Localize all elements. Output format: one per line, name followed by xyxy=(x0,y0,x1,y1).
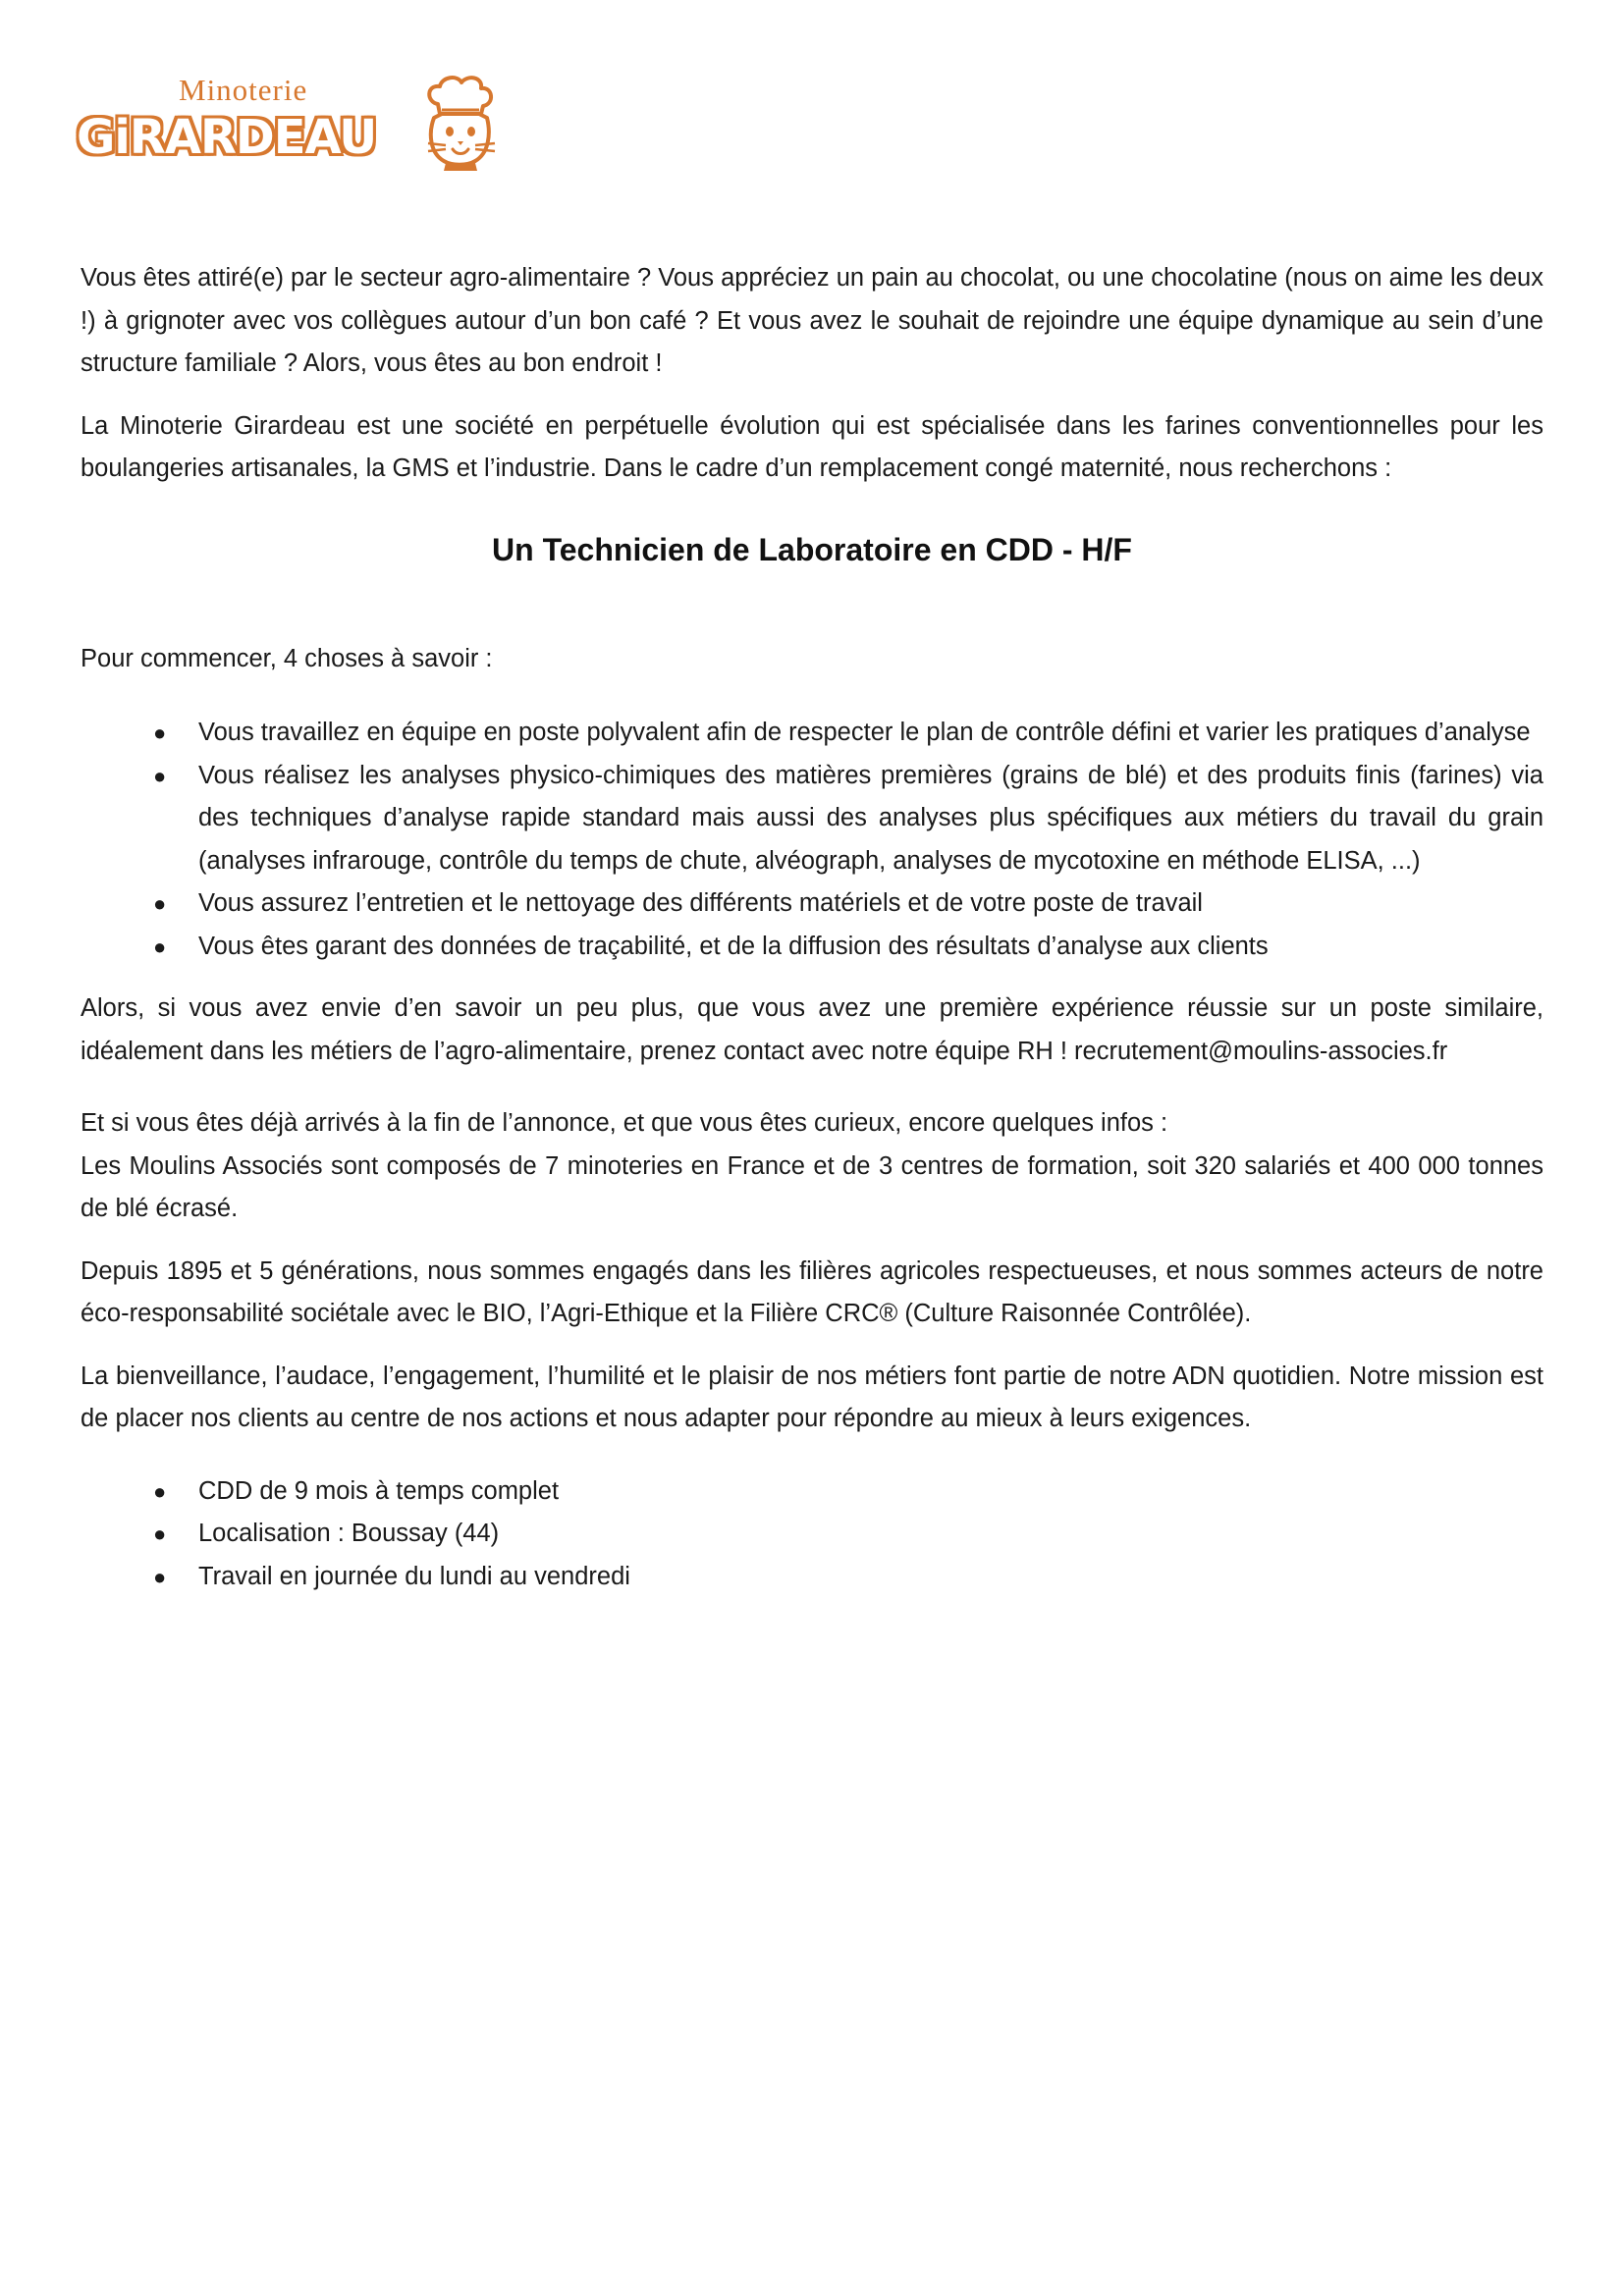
intro-paragraph: Vous êtes attiré(e) par le secteur agro-alimentaire ? Vous appréciez un pain au chocolat, ou une chocolatine (nous on aime les deux !) à grignoter avec vos collègues autour d’un bon café ? Et vous avez le souhait de rejoindre une équipe dynamique au sein d’une structure familiale ? Alors, vous êtes au bon endroit ! xyxy=(81,264,1543,377)
bullet-icon: ● xyxy=(153,721,167,745)
list-item-text: Vous êtes garant des données de traçabilité, et de la diffusion des résultats d’analyse aux clients xyxy=(198,932,1269,960)
history-paragraph: Depuis 1895 et 5 générations, nous sommes engagés dans les filières agricoles respectueuses, et nous sommes acteurs de notre éco-responsabilité sociétale avec le BIO, l’Agri-Ethique et la Filière CRC® (Culture Raisonnée Contrôlée). xyxy=(81,1256,1543,1327)
more-info-paragraph xyxy=(81,1102,1543,1231)
job-posting-content xyxy=(81,257,1543,1598)
responsibilities-list xyxy=(81,712,1543,968)
list-item-text: Travail en journée du lundi au vendredi xyxy=(198,1562,630,1590)
list-item xyxy=(81,1513,1543,1556)
bullet-icon: ● xyxy=(153,934,167,959)
list-item xyxy=(81,882,1543,926)
list-item xyxy=(81,1470,1543,1514)
contact-paragraph: Alors, si vous avez envie d’en savoir un peu plus, que vous avez une première expérience réussie sur un poste similaire, idéalement dans les métiers de l’agro-alimentaire, prenez contact avec notre équipe RH ! recrutement@moulins-associes.fr xyxy=(81,994,1543,1065)
list-item xyxy=(81,755,1543,883)
list-item-text: Localisation : Boussay (44) xyxy=(198,1520,500,1547)
bullet-icon: ● xyxy=(153,1522,167,1546)
bullet-icon: ● xyxy=(153,1564,167,1589)
company-paragraph: La Minoterie Girardeau est une société en perpétuelle évolution qui est spécialisée dans les farines conventionnelles pour les boulangeries artisanales, la GMS et l’industrie. Dans le cadre d’un remplacement congé maternité, nous recherchons : xyxy=(81,411,1543,482)
values-paragraph: La bienveillance, l’audace, l’engagement, l’humilité et le plaisir de nos métiers font partie de notre ADN quotidien. Notre mission est de placer nos clients au centre de nos actions et nous adapter pour répondre au mieux à leurs exigences. xyxy=(81,1362,1543,1432)
bullet-icon: ● xyxy=(153,763,167,788)
list-intro: Pour commencer, 4 choses à savoir : xyxy=(81,644,493,672)
list-item xyxy=(81,926,1543,969)
logo-minoterie-text: Minoterie xyxy=(179,73,308,107)
bullet-icon: ● xyxy=(153,1478,167,1504)
list-item-text: Vous réalisez les analyses physico-chimiques des matières premières (grains de blé) et des produits finis (farines) via des techniques d’analyse rapide standard mais aussi des analyses plus spécifiques aux métiers du travail du grain (analyses infrarouge, contrôle du temps de chute, alvéograph, analyses de mycotoxine en méthode ELISA, ...) xyxy=(198,761,1543,875)
list-item xyxy=(81,712,1543,755)
logo-girardeau-text: GiRARDEAU xyxy=(77,110,377,165)
list-item-text: Vous assurez l’entretien et le nettoyage des différents matériels et de votre poste de travail xyxy=(198,889,1203,917)
more-info-line-1: Et si vous êtes déjà arrivés à la fin de l’annonce, et que vous êtes curieux, encore quelques infos : xyxy=(81,1109,1168,1137)
list-item-text: CDD de 9 mois à temps complet xyxy=(198,1476,560,1505)
list-item xyxy=(81,1556,1543,1599)
job-title: Un Technicien de Laboratoire en CDD - H/F xyxy=(492,531,1132,567)
chef-cat-mascot-icon xyxy=(420,75,499,173)
more-info-line-2: Les Moulins Associés sont composés de 7 minoteries en France et de 3 centres de formation, soit 320 salariés et 400 000 tonnes de blé écrasé. xyxy=(81,1151,1543,1222)
bullet-icon: ● xyxy=(153,891,167,916)
minoterie-girardeau-logo xyxy=(77,69,499,177)
contract-details-list xyxy=(81,1470,1543,1599)
list-item-text: Vous travaillez en équipe en poste polyvalent afin de respecter le plan de contrôle défini et varier les pratiques d’analyse xyxy=(198,719,1531,746)
